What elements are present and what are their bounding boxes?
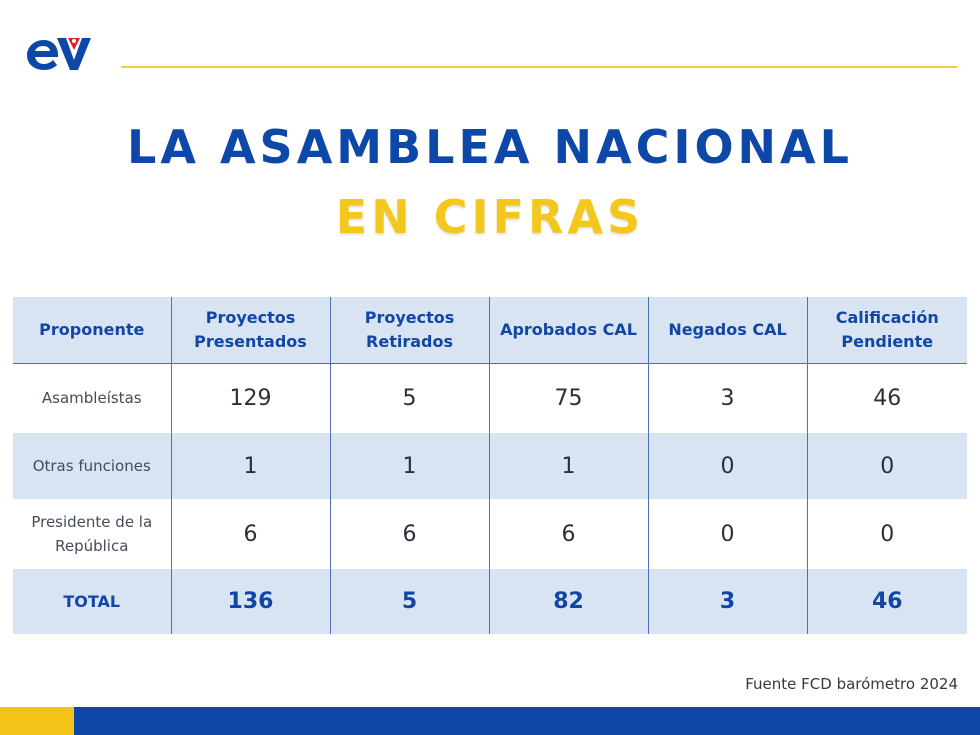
table-cell: 46 xyxy=(807,569,967,634)
table-row xyxy=(13,499,967,569)
table-header-row xyxy=(13,297,967,363)
table-cell: 6 xyxy=(171,499,330,569)
row-label: Asambleístas xyxy=(41,389,142,408)
row-label: TOTAL xyxy=(63,591,121,611)
table-cell: 6 xyxy=(489,499,648,569)
footer-bar-blue xyxy=(74,707,980,735)
ev-logo-icon xyxy=(24,30,94,76)
table-row xyxy=(13,433,967,499)
table-cell: 1 xyxy=(171,433,330,499)
column-header: Proponente xyxy=(13,297,171,363)
table-total-row xyxy=(13,569,967,634)
column-header: Calificación Pendiente xyxy=(807,297,967,363)
table-cell: 75 xyxy=(489,363,648,433)
table-cell: 1 xyxy=(489,433,648,499)
table-cell: 82 xyxy=(489,569,648,634)
column-header: Negados CAL xyxy=(648,297,807,363)
table-cell: 46 xyxy=(807,363,967,433)
source-note: Fuente FCD barómetro 2024 xyxy=(745,675,958,693)
footer-bar-yellow xyxy=(0,707,74,735)
figures-table xyxy=(13,297,967,634)
table-cell: 3 xyxy=(648,363,807,433)
table-cell: 5 xyxy=(330,569,489,634)
table-cell: 136 xyxy=(171,569,330,634)
row-label: Presidente de la República xyxy=(31,513,153,555)
table-cell: 0 xyxy=(648,499,807,569)
table-cell: 129 xyxy=(171,363,330,433)
table-cell: 6 xyxy=(330,499,489,569)
table-row xyxy=(13,363,967,433)
row-label: Otras funciones xyxy=(32,457,151,475)
brand-logo xyxy=(24,30,94,76)
page-subtitle: EN CIFRAS xyxy=(335,190,645,244)
table-cell: 3 xyxy=(648,569,807,634)
page-title: LA ASAMBLEA NACIONAL xyxy=(127,120,853,174)
column-header: Proyectos Presentados xyxy=(171,297,330,363)
table-cell: 0 xyxy=(807,433,967,499)
table-cell: 0 xyxy=(807,499,967,569)
column-header: Proyectos Retirados xyxy=(330,297,489,363)
table-cell: 1 xyxy=(330,433,489,499)
table-cell: 0 xyxy=(648,433,807,499)
column-header: Aprobados CAL xyxy=(489,297,648,363)
table-cell: 5 xyxy=(330,363,489,433)
header-divider xyxy=(121,66,957,68)
